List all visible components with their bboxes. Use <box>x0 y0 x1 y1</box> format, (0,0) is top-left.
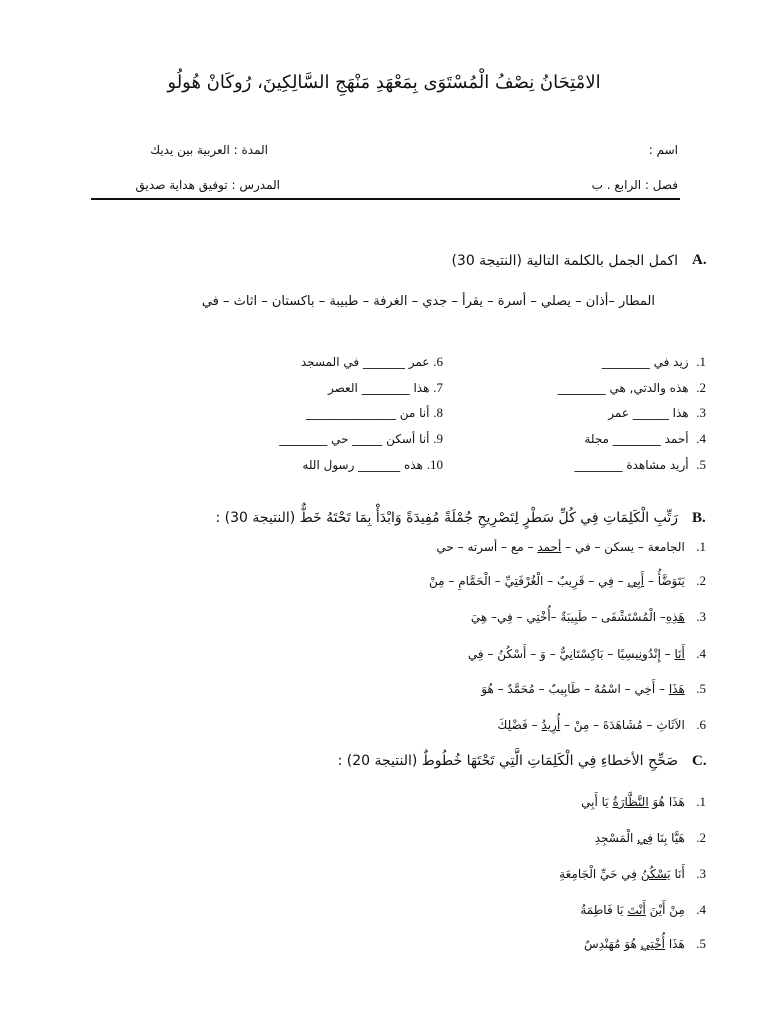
section-a-word-bank: المطار –أذان – يصلي – أسرة – يقرأ – جدي – الغرفة – طبيبة – باكستان – اثاث – في <box>201 294 655 309</box>
section-b-item-2: 2. يَتَوَضَّأُ – أَبِي – فِي – قَرِيبٌ – الْغُرْفَتِيِّ – الْحَمَّامِ – مِنْ <box>429 573 706 588</box>
section-a-item-4: 4. أحمد ________ مجلة <box>584 431 706 446</box>
section-c-item-5: 5. هَذَا أُخْتِي هُوَ مُهَنْدِسٌ <box>583 936 706 951</box>
section-c-item-2: 2. هَيَّا بِنَا فِي الْمَسْجِدِ <box>594 830 706 845</box>
section-b-item-1: 1. الجامعة – يسكن – في – أحمد – مع – أسرته – حي <box>436 539 706 554</box>
section-c-item-3: 3. أَنَا يَسْكُنُ فِي حَيِّ الْجَامِعَةِ <box>559 866 706 881</box>
section-c-letter: C. <box>692 753 707 769</box>
section-a-item-1: 1. زيد في ________ <box>601 354 706 369</box>
section-b-item-6: 6. الاَثَاثِ – مُشَاهَدَةَ – مِنْ – أُرِيدُ – فَضْلِكَ <box>497 717 706 732</box>
section-b-item-5: 5. هَذَا – أَخِي – اسْمُهُ – طَابِيبٌ – مُحَمَّدٌ – هُوَ <box>481 681 706 696</box>
student-name-label: اسم : <box>648 143 678 157</box>
section-c-item-1: 1. هَذَا هُوَ النَّظَّارَةُ يَا أَبِي <box>581 794 706 809</box>
section-a-item-8: 8. أنا من _______________ <box>305 405 443 420</box>
section-a-item-10: 10. هذه _______ رسول الله <box>302 457 443 472</box>
section-a-item-2: 2. هذه والدتي, هي ________ <box>557 380 706 395</box>
section-a-letter: A. <box>692 252 707 268</box>
class-label: فصل : الرابع . ب <box>591 178 678 192</box>
section-b-letter: B. <box>692 510 706 526</box>
exam-title: الامْتِحَانُ نِصْفُ الْمُسْتَوَى بِمَعْهَدِ مَنْهَجِ السَّالِكِينَ، رُوكَانْ هُولُو <box>167 72 601 93</box>
section-a-heading: اكمل الجمل بالكلمة التالية (النتيجة 30) <box>451 253 678 269</box>
header-divider <box>91 198 680 200</box>
section-c-heading: صَحِّحِ الأخطاءِ فِي الْكَلِمَاتِ الَّتِي تَحْتَهَا خُطُوطٌ (النتيجة 20) : <box>337 753 678 769</box>
section-a-item-7: 7. هذا ________ العصر <box>328 380 443 395</box>
section-c-item-4: 4. مِنْ أَيْنَ أَنْتَ يَا فَاطِمَةُ <box>580 902 706 917</box>
section-b-heading: رَتِّبِ الْكَلِمَاتِ فِي كُلِّ سَطْرٍ لِتَصْرِيحِ جُمْلَةً مُفِيدَةً وَابْدَأْ بِمَا تَحْتَهُ خَطٌّ (النتيجة 30) : <box>215 510 678 526</box>
teacher-label: المدرس : توفيق هداية صديق <box>135 178 280 192</box>
section-a-item-3: 3. هذا ______ عمر <box>608 405 706 420</box>
duration-label: المدة : العربية بين يديك <box>150 143 268 157</box>
section-b-item-3: 3. هَذِهِ– الْمُسْتَشْفَى – طَبِيبَةٌ –أُخْتِي – فِي– هِيَ <box>470 609 706 624</box>
section-a-item-9: 9. أنا أسكن _____ حي ________ <box>279 431 443 446</box>
section-a-item-6: 6. عمر _______ في المسجد <box>300 354 443 369</box>
section-b-item-4: 4. أَنَا – إِنْدُونِيسِيًا – بَاكِسْتَانِيٌّ – وَ – أَسْكُنُ – فِي <box>467 646 706 661</box>
section-a-item-5: 5. أريد مشاهدة ________ <box>574 457 706 472</box>
